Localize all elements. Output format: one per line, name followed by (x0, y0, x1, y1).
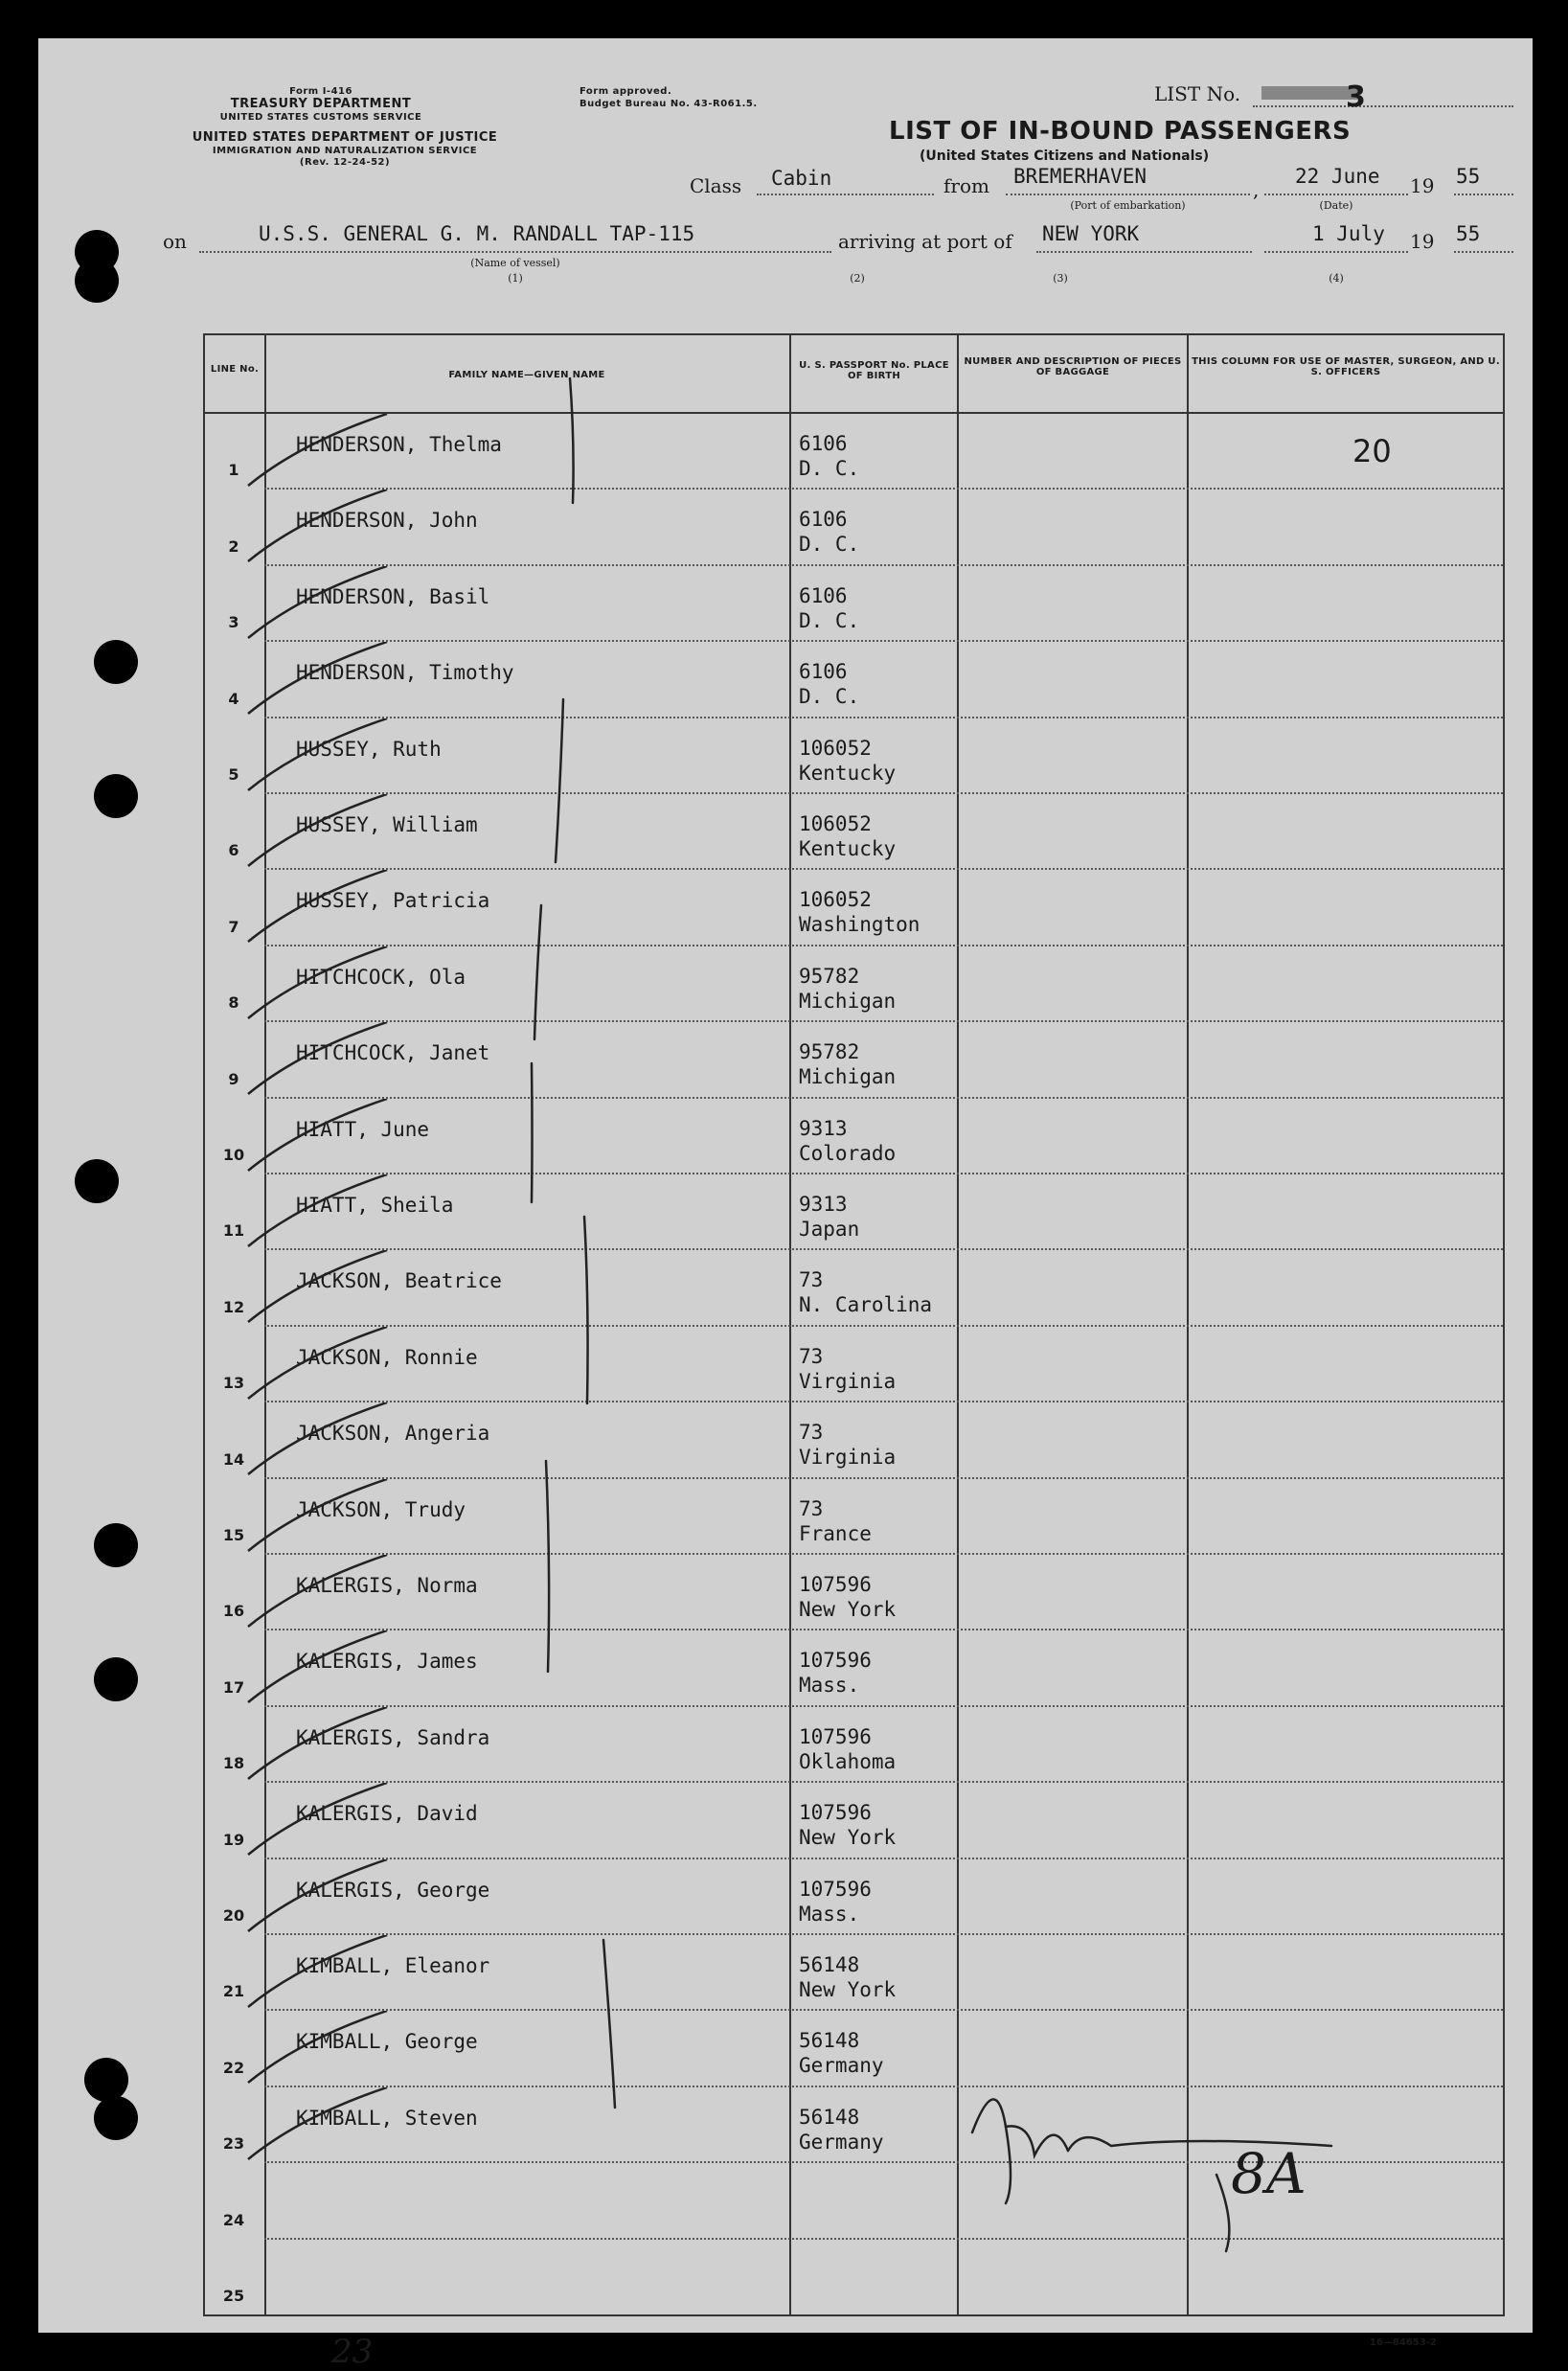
officer-count: 20 (1352, 433, 1392, 469)
place-of-birth: Kentucky (799, 837, 897, 860)
revision-date: (Rev. 12-24-52) (299, 157, 391, 168)
passenger-name: KIMBALL, Eleanor (296, 1954, 490, 1977)
passenger-name: KALERGIS, James (296, 1650, 478, 1674)
arrival-port: NEW YORK (1042, 222, 1140, 245)
passport-number: 9313 (799, 1116, 848, 1140)
passenger-name: KALERGIS, Sandra (296, 1725, 490, 1749)
place-of-birth: Michigan (799, 1065, 897, 1089)
place-of-birth: N. Carolina (799, 1293, 933, 1317)
place-of-birth: Oklahoma (799, 1749, 897, 1773)
passport-number: 6106 (799, 508, 848, 532)
immigration-service: IMMIGRATION AND NATURALIZATION SERVICE (212, 146, 478, 156)
passport-number: 107596 (799, 1649, 872, 1673)
embark-port: BREMERHAVEN (1013, 165, 1148, 188)
print-code: 16—84653-2 (1370, 2337, 1437, 2348)
place-of-birth: Colorado (799, 1141, 897, 1165)
place-of-birth: D. C. (799, 457, 860, 480)
passport-number: 73 (799, 1496, 824, 1520)
col-header-passport: U. S. PASSPORT No. PLACE OF BIRTH (799, 360, 949, 381)
port-col-no: (3) (1053, 272, 1068, 285)
arrival-year-prefix: 19 (1410, 230, 1435, 253)
passport-number: 73 (799, 1344, 824, 1368)
passenger-name: KALERGIS, George (296, 1878, 490, 1902)
place-of-birth: Mass. (799, 1902, 860, 1926)
binder-hole (94, 774, 138, 818)
passport-number: 73 (799, 1268, 824, 1292)
customs-service: UNITED STATES CUSTOMS SERVICE (219, 112, 422, 123)
passenger-name: HITCHCOCK, Ola (296, 965, 466, 989)
treasury-department: TREASURY DEPARTMENT (230, 97, 412, 111)
line-number: 10 (222, 1146, 245, 1164)
passenger-name: JACKSON, Trudy (296, 1497, 466, 1521)
line-number: 7 (228, 917, 239, 936)
passport-number: 73 (799, 1421, 824, 1445)
passport-number: 106052 (799, 888, 872, 912)
line-number: 15 (222, 1526, 245, 1544)
passport-number: 107596 (799, 1724, 872, 1748)
passenger-name: JACKSON, Beatrice (296, 1269, 502, 1293)
passport-number: 106052 (799, 736, 872, 760)
line-number: 17 (222, 1677, 245, 1697)
passport-number: 6106 (799, 432, 848, 455)
date-caption: (Date) (1319, 199, 1353, 212)
binder-hole (75, 259, 119, 303)
handwritten-initials: 8A (1231, 2141, 1307, 2206)
arriving-label: arriving at port of (838, 230, 1012, 253)
passenger-name: HUSSEY, Patricia (296, 889, 490, 913)
passport-number: 95782 (799, 1040, 860, 1064)
place-of-birth: New York (799, 1826, 897, 1850)
arrival-year: 55 (1456, 222, 1481, 245)
manifest-page: Form I-416 TREASURY DEPARTMENT UNITED STATES CUSTOMS SERVICE UNITED STATES DEPARTMENT OF JUSTICE IMMIGRATION AND NATURALIZATION SERVICE (Rev. 12-24-52) Form approved. Budget Bureau No. 43-R061.5. LIST No. 3 LIST OF IN-BOUND PASSENGERS (United States Citizens and Nationals) Class Cabin from BREMERHAVEN (Port of embarkation) , 22 June (Date) 19 55 on U.S.S. GENERAL G. M. RANDALL TAP-115 (Name of vessel) (1) arriving at port of (2) NEW YORK (3) 1 July (4) 19 55 LINE No. FAMILY NAME—GIVEN NAME U. S. PASSPORT No. PLACE OF BIRTH NUMBER AND DESCRIPTION OF PIECES OF BAGGAGE THIS COLUMN FOR USE OF MASTER, SURGEON, AND U. S. OFFICERS 1 HENDERSON, Thelma 6106 D. C. 2 HENDERSON, John 6106 D. C. 3 HENDERSON, Basil 6106 D. C. 4 HENDERSON, Timothy 6106 D. C. 5 HUSSEY, Ruth 106052 Kentucky 6 HUSSEY, William 106052 Kentucky 7 HUSSEY, Patricia 106052 Washington 8 HITCHCOCK, Ola 95782 Michigan 9 HITCHCOCK, Janet 95782 Michigan 10 HIATT, June 9313 Colorado 11 HIATT, Sheila 9313 Japan 12 JACKSON, Beatrice 73 N. Carolina 13 JACKSON, Ronnie 73 Virginia 14 JACKSON, Angeria 73 Virginia 15 JACKSON, Trudy 73 France 16 KALERGIS, Norma 107596 New York 17 KALERGIS, James 107596 Mass. 18 KALERGIS, Sandra 107596 Oklahoma 19 KALERGIS, David 107596 New York 20 KALERGIS, George 107596 Mass. 21 KIMBALL, Eleanor 56148 New York 22 KIMBALL, George 56148 Germany 23 KIMBALL, Steven 56148 Germany 24 25 20 8A 23 16—84653-2 (38, 38, 1533, 2333)
binder-hole (94, 2096, 138, 2140)
passport-number: 107596 (799, 1877, 872, 1901)
line-number: 9 (228, 1069, 239, 1088)
list-number: 3 (1346, 80, 1367, 114)
class-value: Cabin (771, 167, 832, 190)
passport-number: 9313 (799, 1193, 848, 1216)
page-title: LIST OF IN-BOUND PASSENGERS (889, 117, 1352, 146)
line-number: 6 (228, 841, 239, 860)
place-of-birth: D. C. (799, 533, 860, 557)
embark-year-prefix: 19 (1410, 174, 1435, 197)
passport-number: 107596 (799, 1801, 872, 1825)
embark-year: 55 (1456, 165, 1481, 188)
passport-number: 6106 (799, 583, 848, 607)
col-header-line-no: LINE No. (210, 364, 260, 375)
place-of-birth: Michigan (799, 989, 897, 1013)
passenger-name: HENDERSON, Basil (296, 584, 490, 608)
place-of-birth: Germany (799, 2054, 884, 2078)
line-number: 5 (228, 765, 239, 784)
passport-number: 107596 (799, 1573, 872, 1596)
passenger-name: HUSSEY, Ruth (296, 737, 442, 761)
col-header-officers: THIS COLUMN FOR USE OF MASTER, SURGEON, AND U. S. OFFICERS (1192, 356, 1500, 377)
vessel-caption: (Name of vessel) (470, 257, 560, 269)
budget-bureau: Budget Bureau No. 43-R061.5. (579, 99, 758, 109)
passenger-name: HUSSEY, William (296, 813, 478, 836)
place-of-birth: New York (799, 1598, 897, 1621)
list-no-label: LIST No. (1154, 82, 1241, 105)
place-of-birth: Japan (799, 1218, 860, 1241)
passport-number: 106052 (799, 812, 872, 835)
line-number: 18 (222, 1754, 245, 1773)
passenger-name: HIATT, June (296, 1117, 430, 1141)
vessel-col-no: (1) (508, 272, 523, 285)
passport-number: 56148 (799, 2105, 860, 2129)
col-header-baggage: NUMBER AND DESCRIPTION OF PIECES OF BAGGAGE (964, 356, 1182, 377)
embark-port-caption: (Port of embarkation) (1070, 199, 1186, 212)
passenger-name: HIATT, Sheila (296, 1194, 454, 1217)
line-number: 16 (222, 1602, 245, 1621)
passenger-name: KALERGIS, Norma (296, 1574, 478, 1597)
arrival-date: 1 July (1312, 222, 1385, 245)
line-number: 8 (228, 993, 239, 1013)
passenger-name: HENDERSON, Thelma (296, 433, 502, 456)
passenger-name: JACKSON, Angeria (296, 1422, 490, 1446)
line-number: 21 (222, 1982, 245, 2001)
passport-number: 56148 (799, 2029, 860, 2053)
place-of-birth: Washington (799, 913, 920, 937)
passenger-name: JACKSON, Ronnie (296, 1345, 478, 1369)
passport-number: 95782 (799, 964, 860, 988)
place-of-birth: D. C. (799, 685, 860, 709)
line-number: 3 (228, 613, 239, 632)
binder-hole (94, 1523, 138, 1567)
embark-date: 22 June (1295, 165, 1380, 188)
page-subtitle: (United States Citizens and Nationals) (920, 148, 1210, 164)
place-of-birth: Virginia (799, 1446, 897, 1470)
from-label: from (943, 174, 989, 197)
binder-hole (75, 1159, 119, 1203)
pen-marks (38, 38, 1533, 2333)
passenger-name: HENDERSON, Timothy (296, 661, 514, 685)
place-of-birth: D. C. (799, 608, 860, 632)
place-of-birth: Kentucky (799, 761, 897, 785)
passenger-name: HENDERSON, John (296, 509, 478, 533)
line-number: 14 (222, 1449, 245, 1469)
place-of-birth: Mass. (799, 1674, 860, 1698)
line-number: 11 (222, 1221, 245, 1241)
line-number: 25 (222, 2287, 245, 2305)
passport-number: 6106 (799, 660, 848, 684)
arriving-col-no: (2) (850, 272, 865, 285)
binder-hole (94, 640, 138, 684)
line-number: 20 (222, 1906, 245, 1925)
passport-number: 56148 (799, 1953, 860, 1976)
line-number: 2 (228, 536, 239, 556)
line-number: 23 (222, 2134, 245, 2154)
place-of-birth: Virginia (799, 1369, 897, 1393)
department-of-justice: UNITED STATES DEPARTMENT OF JUSTICE (192, 130, 498, 145)
line-number: 1 (228, 461, 239, 480)
line-number: 13 (222, 1374, 245, 1393)
form-number: Form I-416 (289, 86, 352, 97)
passenger-name: KIMBALL, George (296, 2030, 478, 2054)
line-number: 22 (222, 2058, 245, 2077)
line-number: 12 (222, 1297, 245, 1316)
date-col-no: (4) (1329, 272, 1344, 285)
handwritten-count: 23 (331, 2333, 374, 2371)
passenger-name: HITCHCOCK, Janet (296, 1041, 490, 1065)
passenger-name: KALERGIS, David (296, 1802, 478, 1826)
vessel-name: U.S.S. GENERAL G. M. RANDALL TAP-115 (259, 222, 695, 245)
passenger-name: KIMBALL, Steven (296, 2106, 478, 2130)
binder-hole (84, 2058, 128, 2102)
place-of-birth: France (799, 1521, 872, 1545)
place-of-birth: Germany (799, 2130, 884, 2154)
form-approved: Form approved. (579, 86, 672, 97)
line-number: 19 (222, 1830, 245, 1849)
col-header-name: FAMILY NAME—GIVEN NAME (448, 370, 605, 380)
binder-hole (94, 1657, 138, 1701)
line-number: 24 (222, 2210, 245, 2229)
on-label: on (163, 230, 187, 253)
place-of-birth: New York (799, 1978, 897, 2001)
line-number: 4 (228, 689, 239, 708)
class-label: Class (690, 174, 742, 197)
